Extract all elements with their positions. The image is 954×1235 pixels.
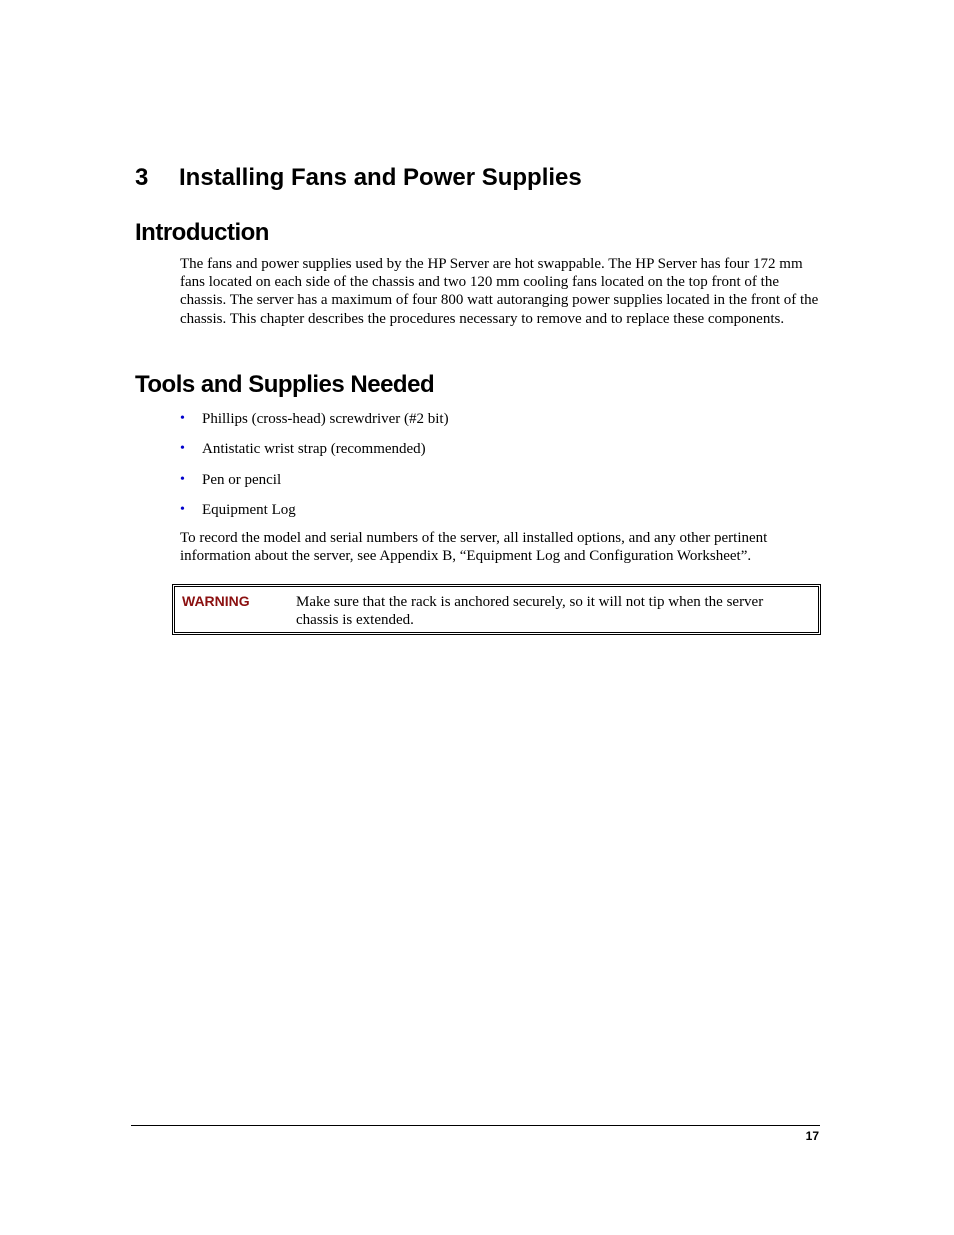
list-item-text: Equipment Log xyxy=(202,501,296,518)
list-item xyxy=(180,440,449,458)
record-paragraph: To record the model and serial numbers of the server, all installed options, and any other pertinent information about the server, see Appendix B, “Equipment Log and Configuration Worksheet”. xyxy=(180,530,768,565)
warning-label: WARNING xyxy=(182,593,250,609)
list-item xyxy=(180,410,449,428)
chapter-number: 3 xyxy=(135,164,149,191)
bullet-icon: • xyxy=(180,501,185,517)
footer-divider xyxy=(131,1125,820,1126)
bullet-icon: • xyxy=(180,471,185,487)
bullet-icon: • xyxy=(180,411,185,426)
page-number: 17 xyxy=(805,1129,819,1143)
bullet-icon: • xyxy=(180,441,185,457)
tools-heading: Tools and Supplies Needed xyxy=(135,371,435,398)
chapter-title-text: Installing Fans and Power Supplies xyxy=(179,164,582,191)
warning-text: Make sure that the rack is anchored securely, so it will not tip when the server chassis is extended. xyxy=(296,594,764,628)
list-item xyxy=(180,471,449,489)
introduction-paragraph: The fans and power supplies used by the HP Server are hot swappable. The HP Server has four 172 mm fans located on each side of the chassis and two 120 mm cooling fans located on the top front of the chassis. The server has a maximum of four 800 watt autoranging power supplies located in the front of the chassis. This chapter describes the procedures necessary to remove and to replace these components. xyxy=(180,256,819,327)
tools-list xyxy=(180,410,449,531)
list-item xyxy=(180,501,449,519)
list-item-text: Antistatic wrist strap (recommended) xyxy=(202,441,426,458)
warning-box xyxy=(172,584,821,635)
list-item-text: Pen or pencil xyxy=(202,471,282,488)
introduction-heading: Introduction xyxy=(135,219,269,246)
list-item-text: Phillips (cross-head) screwdriver (#2 bit) xyxy=(202,411,449,427)
chapter-title xyxy=(135,162,582,194)
